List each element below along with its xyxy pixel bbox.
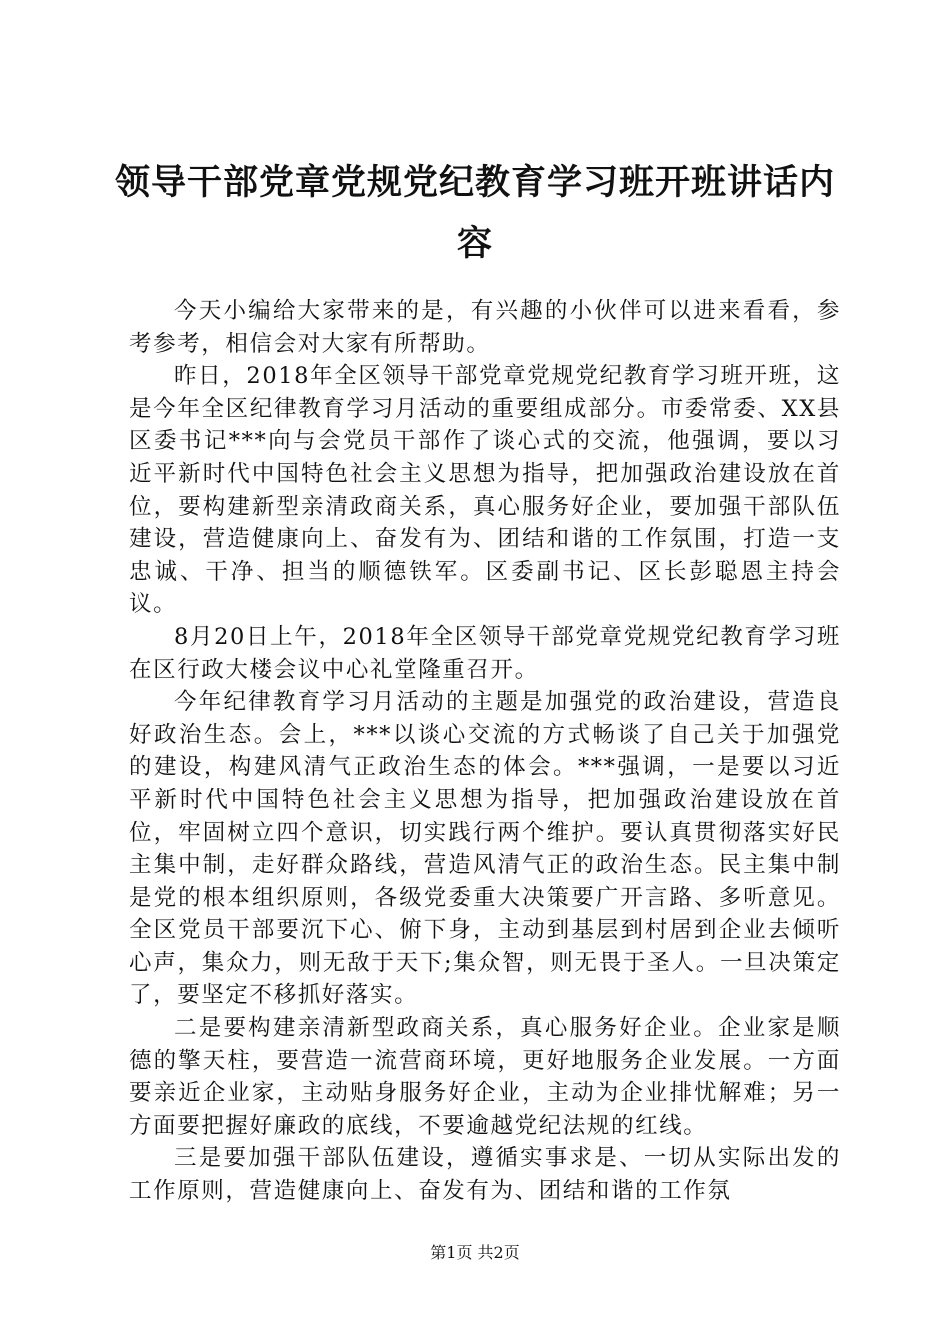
paragraph-6: 三是要加强干部队伍建设，遵循实事求是、一切从实际出发的工作原则，营造健康向上、奋发有为、团结和谐的工作氛 <box>129 1145 841 1205</box>
page-indicator: 第1页 共2页 <box>430 1243 520 1262</box>
paragraph-4: 今年纪律教育学习月活动的主题是加强党的政治建设，营造良好政治生态。会上，***以谈心交流的方式畅谈了自己关于加强党的建设，构建风清气正政治生态的体会。***强调，一是要以习近平新时代中国特色社会主义思想为指导，把加强政治建设放在首位，牢固树立四个意识，切实践行两个维护。要认真贯彻落实好民主集中制，走好群众路线，营造风清气正的政治生态。民主集中制是党的根本组织原则，各级党委重大决策要广开言路、多听意见。全区党员干部要沉下心、俯下身，主动到基层到村居到企业去倾听心声，集众力，则无敌于天下;集众智，则无畏于圣人。一旦决策定了，要坚定不移抓好落实。 <box>129 689 841 1009</box>
paragraph-5: 二是要构建亲清新型政商关系，真心服务好企业。企业家是顺德的擎天柱，要营造一流营商环境，更好地服务企业发展。一方面要亲近企业家，主动贴身服务好企业，主动为企业排忧解难；另一方面要把握好廉政的底线，不要逾越党纪法规的红线。 <box>129 1015 841 1139</box>
paragraph-1: 今天小编给大家带来的是，有兴趣的小伙伴可以进来看看，参考参考，相信会对大家有所帮助。 <box>129 298 841 357</box>
document-body <box>129 295 841 1208</box>
document-title: 领导干部党章党规党纪教育学习班开班讲话内容 <box>114 162 835 264</box>
paragraph-2: 昨日，2018年全区领导干部党章党规党纪教育学习班开班，这是今年全区纪律教育学习月活动的重要组成部分。市委常委、XX县区委书记***向与会党员干部作了谈心式的交流，他强调，要以习近平新时代中国特色社会主义思想为指导，把加强政治建设放在首位，要构建新型亲清政商关系，真心服务好企业，要加强干部队伍建设，营造健康向上、奋发有为、团结和谐的工作氛围，打造一支忠诚、干净、担当的顺德铁军。区委副书记、区长彭聪恩主持会议。 <box>129 363 841 618</box>
paragraph-3: 8月20日上午，2018年全区领导干部党章党规党纪教育学习班在区行政大楼会议中心礼堂隆重召开。 <box>129 623 841 683</box>
